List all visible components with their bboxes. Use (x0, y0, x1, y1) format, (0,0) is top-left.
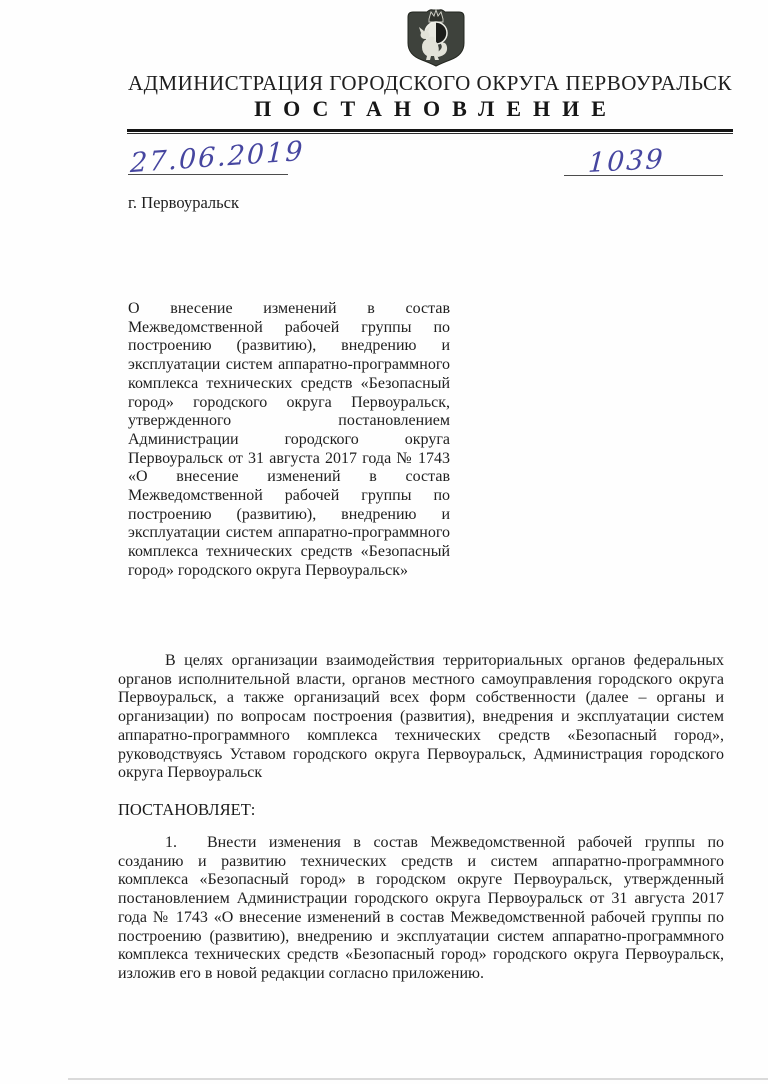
number-underline (564, 175, 723, 176)
organization-name: АДМИНИСТРАЦИЯ ГОРОДСКОГО ОКРУГА ПЕРВОУРАЛЬСК (127, 71, 733, 95)
date-underline (128, 174, 288, 175)
preamble-paragraph: В целях организации взаимодействия территориальных органов федеральных органов исполнительной власти, органов местного самоуправления городского округа Первоуральск, а также организаций всех форм собственности (далее – органы и организации) по вопросам построения (развития), внедрения и эксплуатации систем аппаратно-программного комплекса технических средств «Безопасный город», руководствуясь Уставом городского округа Первоуральск, Администрация городского округа Первоуральск (118, 652, 724, 782)
resolution-item-1 (118, 834, 724, 984)
item-text: Внести изменения в состав Межведомственной рабочей группы по созданию и развитию технических средств и систем аппаратно-программного комплекса «Безопасный город» в городском округе Первоуральск, утвержденный постановлением Администрации городского округа Первоуральск от 31 августа 2017 года № 1743 «О внесение изменений в состав Межведомственной рабочей группы по построению (развитию), внедрению и эксплуатации систем аппаратно-программного комплекса технических средств «Безопасный город» городского округа Первоуральск, изложив его в новой редакции согласно приложению. (118, 834, 724, 982)
city-label: г. Первоуральск (128, 193, 240, 212)
handwritten-date: 27.06.2019 (129, 135, 305, 180)
bottom-scan-artifact-line (68, 1078, 768, 1080)
document-type-title: ПОСТАНОВЛЕНИЕ (254, 96, 618, 121)
handwritten-number: 1039 (587, 143, 666, 180)
header-double-rule (127, 129, 733, 134)
document-title: О внесение изменений в состав Межведомственной рабочей группы по построению (развитию), внедрению и эксплуатации систем аппаратно-программного комплекса технических средств «Безопасный город» городского округа Первоуральск, утвержденного постановлением Администрации городского округа Первоуральск от 31 августа 2017 года № 1743 «О внесение изменений в состав Межведомственной рабочей группы по построению (развитию), внедрению и эксплуатации систем аппаратно-программного комплекса технических средств «Безопасный город» городского округа Первоуральск» (128, 300, 450, 579)
item-number: 1. (165, 834, 177, 851)
resolves-label: ПОСТАНОВЛЯЕТ: (118, 800, 256, 819)
pervouralsk-coat-of-arms-icon (402, 7, 470, 69)
